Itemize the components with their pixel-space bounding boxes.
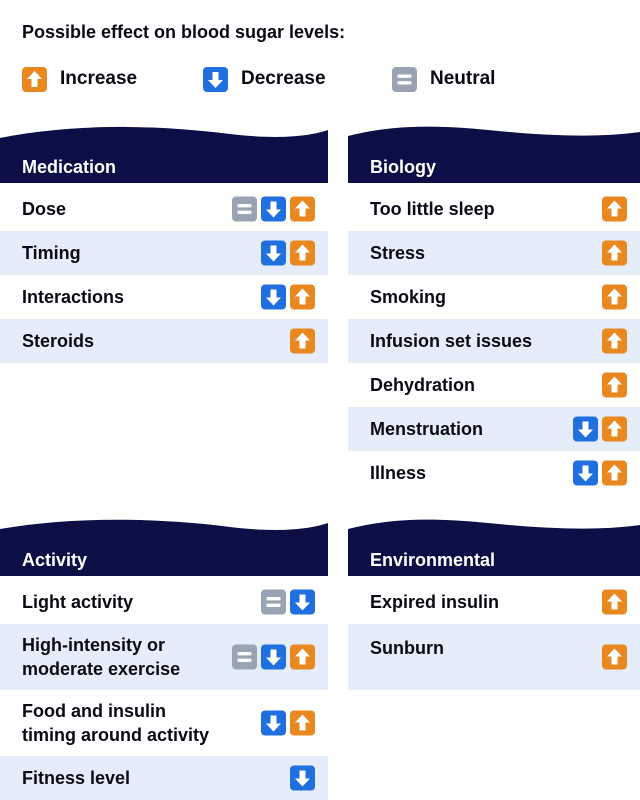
row-label: Interactions: [22, 287, 125, 307]
equals-icon: [261, 590, 286, 615]
environmental-panel: [348, 515, 640, 690]
environmental-row-expired-insulin: [348, 580, 640, 624]
row-label: Sunburn: [370, 638, 444, 658]
effect-icons: [573, 461, 627, 486]
arrow-down-icon: [203, 67, 228, 92]
row-label: Food and insulin timing around activity: [22, 701, 210, 745]
arrow-up-icon: [602, 241, 627, 266]
biology-row-infusion: [348, 319, 640, 363]
arrow-up-icon: [602, 329, 627, 354]
row-label: Expired insulin: [370, 592, 500, 612]
wave-decoration: [348, 515, 640, 545]
effect-icons: [290, 766, 315, 791]
medication-row-steroids: [0, 319, 328, 363]
activity-row-high-intensity: [0, 624, 328, 690]
biology-header: Biology: [348, 151, 640, 183]
legend-decrease: [203, 66, 326, 92]
row-label: Light activity: [22, 592, 134, 612]
arrow-down-icon: [261, 197, 286, 222]
effect-icons: [261, 590, 315, 615]
legend-neutral-label: Neutral: [430, 68, 496, 89]
arrow-up-icon: [290, 645, 315, 670]
effect-icons: [602, 373, 627, 398]
effect-icons: [602, 329, 627, 354]
biology-row-dehydration: [348, 363, 640, 407]
row-label: High-intensity or moderate exercise: [22, 635, 181, 679]
effect-icons: [602, 197, 627, 222]
arrow-up-icon: [602, 197, 627, 222]
row-label: Fitness level: [22, 768, 131, 788]
legend-decrease-label: Decrease: [241, 68, 326, 89]
wave-decoration: [348, 122, 640, 152]
wave-decoration: [0, 515, 328, 545]
activity-row-light: [0, 580, 328, 624]
biology-row-illness: [348, 451, 640, 495]
arrow-up-icon: [602, 373, 627, 398]
legend-increase: [22, 66, 137, 92]
biology-row-smoking: [348, 275, 640, 319]
effect-icons: [232, 197, 315, 222]
row-label: Smoking: [370, 287, 447, 307]
row-label: Steroids: [22, 331, 95, 351]
effect-icons: [602, 645, 627, 670]
arrow-up-icon: [290, 285, 315, 310]
environmental-header: Environmental: [348, 544, 640, 576]
arrow-up-icon: [290, 197, 315, 222]
medication-row-dose: [0, 187, 328, 231]
medication-header: Medication: [0, 151, 328, 183]
environmental-row-sunburn: [348, 624, 640, 690]
arrow-down-icon: [290, 590, 315, 615]
arrow-up-icon: [602, 590, 627, 615]
arrow-down-icon: [261, 241, 286, 266]
wave-decoration: [0, 122, 328, 152]
legend-increase-label: Increase: [60, 68, 138, 89]
arrow-down-icon: [261, 285, 286, 310]
equals-icon: [232, 645, 257, 670]
equals-icon: [392, 67, 417, 92]
row-label: Dose: [22, 199, 67, 219]
effect-icons: [602, 285, 627, 310]
activity-header: Activity: [0, 544, 328, 576]
activity-row-fitness: [0, 756, 328, 800]
row-label: Infusion set issues: [370, 331, 533, 351]
arrow-down-icon: [573, 461, 598, 486]
effect-icons: [261, 711, 315, 736]
arrow-up-icon: [602, 645, 627, 670]
biology-panel: [348, 122, 640, 495]
arrow-up-icon: [290, 711, 315, 736]
arrow-up-icon: [602, 285, 627, 310]
page-title: Possible effect on blood sugar levels:: [22, 22, 346, 42]
medication-panel: [0, 122, 328, 363]
activity-panel: [0, 515, 328, 800]
medication-row-interactions: [0, 275, 328, 319]
arrow-down-icon: [573, 417, 598, 442]
activity-row-food-insulin: [0, 690, 328, 756]
arrow-up-icon: [602, 417, 627, 442]
effect-icons: [261, 285, 315, 310]
effect-icons: [602, 241, 627, 266]
row-label: Stress: [370, 243, 426, 263]
biology-row-stress: [348, 231, 640, 275]
arrow-up-icon: [290, 329, 315, 354]
arrow-up-icon: [602, 461, 627, 486]
row-label: Too little sleep: [370, 199, 495, 219]
legend: [22, 66, 622, 92]
biology-row-sleep: [348, 187, 640, 231]
row-label: Illness: [370, 463, 427, 483]
row-label: Dehydration: [370, 375, 476, 395]
effect-icons: [261, 241, 315, 266]
row-label: Timing: [22, 243, 81, 263]
medication-row-timing: [0, 231, 328, 275]
arrow-down-icon: [261, 711, 286, 736]
effect-icons: [232, 645, 315, 670]
arrow-down-icon: [290, 766, 315, 791]
arrow-down-icon: [261, 645, 286, 670]
effect-icons: [602, 590, 627, 615]
effect-icons: [290, 329, 315, 354]
biology-row-menstruation: [348, 407, 640, 451]
arrow-up-icon: [290, 241, 315, 266]
row-label: Menstruation: [370, 419, 484, 439]
arrow-up-icon: [22, 67, 47, 92]
effect-icons: [573, 417, 627, 442]
legend-neutral: [392, 66, 495, 92]
equals-icon: [232, 197, 257, 222]
